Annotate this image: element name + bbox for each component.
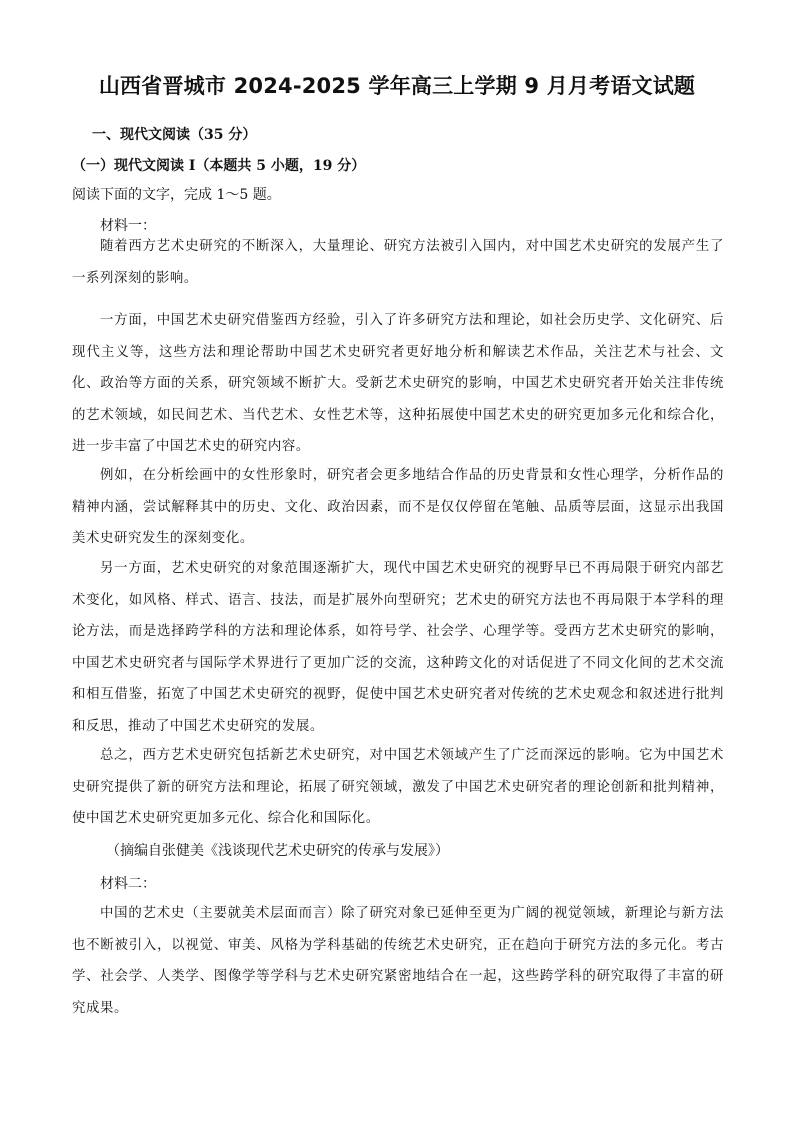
instruction-text: 阅读下面的文字，完成 1～5 题。 xyxy=(72,187,281,203)
section-heading: 一、现代文阅读（35 分） xyxy=(92,127,257,143)
paragraph: 随着西方艺术史研究的不断深入，大量理论、研究方法被引入国内，对中国艺术史研究的发展产生了一系列深刻的影响。 xyxy=(72,239,724,286)
page-title: 山西省晋城市 2024-2025 学年高三上学期 9 月月考语文试题 xyxy=(98,74,696,98)
paragraph: 中国的艺术史（主要就美术层面而言）除了研究对象已延伸至更为广阔的视觉领域，新理论与新方法也不断被引入，以视觉、审美、风格为学科基础的传统艺术史研究，正在趋向于研究方法的多元化。考古学、社会学、人类学、图像学等学科与艺术史研究紧密地结合在一起，这些跨学科的研究取得了丰富的研究成果。 xyxy=(72,906,724,1016)
sub-heading: （一）现代文阅读 I（本题共 5 小题，19 分） xyxy=(72,158,366,174)
material2-label: 材料二： xyxy=(100,876,156,892)
paragraph: 总之，西方艺术史研究包括新艺术史研究，对中国艺术领域产生了广泛而深远的影响。它为中国艺术史研究提供了新的研究方法和理论，拓展了研究领域，激发了中国艺术史研究者的理论创新和批判精神，使中国艺术史研究更加多元化、综合化和国际化。 xyxy=(72,748,724,826)
paragraph: 例如，在分析绘画中的女性形象时，研究者会更多地结合作品的历史背景和女性心理学，分析作品的精神内涵，尝试解释其中的历史、文化、政治因素，而不是仅仅停留在笔触、品质等层面，这显示出我国美术史研究发生的深刻变化。 xyxy=(72,468,724,546)
material1-label: 材料一： xyxy=(100,218,156,234)
material1-source: （摘编自张健美《浅谈现代艺术史研究的传承与发展》） xyxy=(106,843,449,859)
paragraph: 另一方面，艺术史研究的对象范围逐渐扩大，现代中国艺术史研究的视野早已不再局限于研究内部艺术变化，如风格、样式、语言、技法，而是扩展外向型研究；艺术史的研究方法也不再局限于本学科的理论方法，而是选择跨学科的方法和理论体系，如符号学、社会学、心理学等。受西方艺术史研究的影响，中国艺术史研究者与国际学术界进行了更加广泛的交流，这种跨文化的对话促进了不同文化间的艺术交流和相互借鉴，拓宽了中国艺术史研究的视野，促使中国艺术史研究者对传统的艺术史观念和叙述进行批判和反思，推动了中国艺术史研究的发展。 xyxy=(72,561,724,734)
paragraph: 一方面，中国艺术史研究借鉴西方经验，引入了许多研究方法和理论，如社会历史学、文化研究、后现代主义等，这些方法和理论帮助中国艺术史研究者更好地分析和解读艺术作品，关注艺术与社会、文化、政治等方面的关系，研究领域不断扩大。受新艺术史研究的影响，中国艺术史研究者开始关注非传统的艺术领域，如民间艺术、当代艺术、女性艺术等，这种拓展使中国艺术史的研究更加多元化和综合化，进一步丰富了中国艺术史的研究内容。 xyxy=(72,313,724,454)
